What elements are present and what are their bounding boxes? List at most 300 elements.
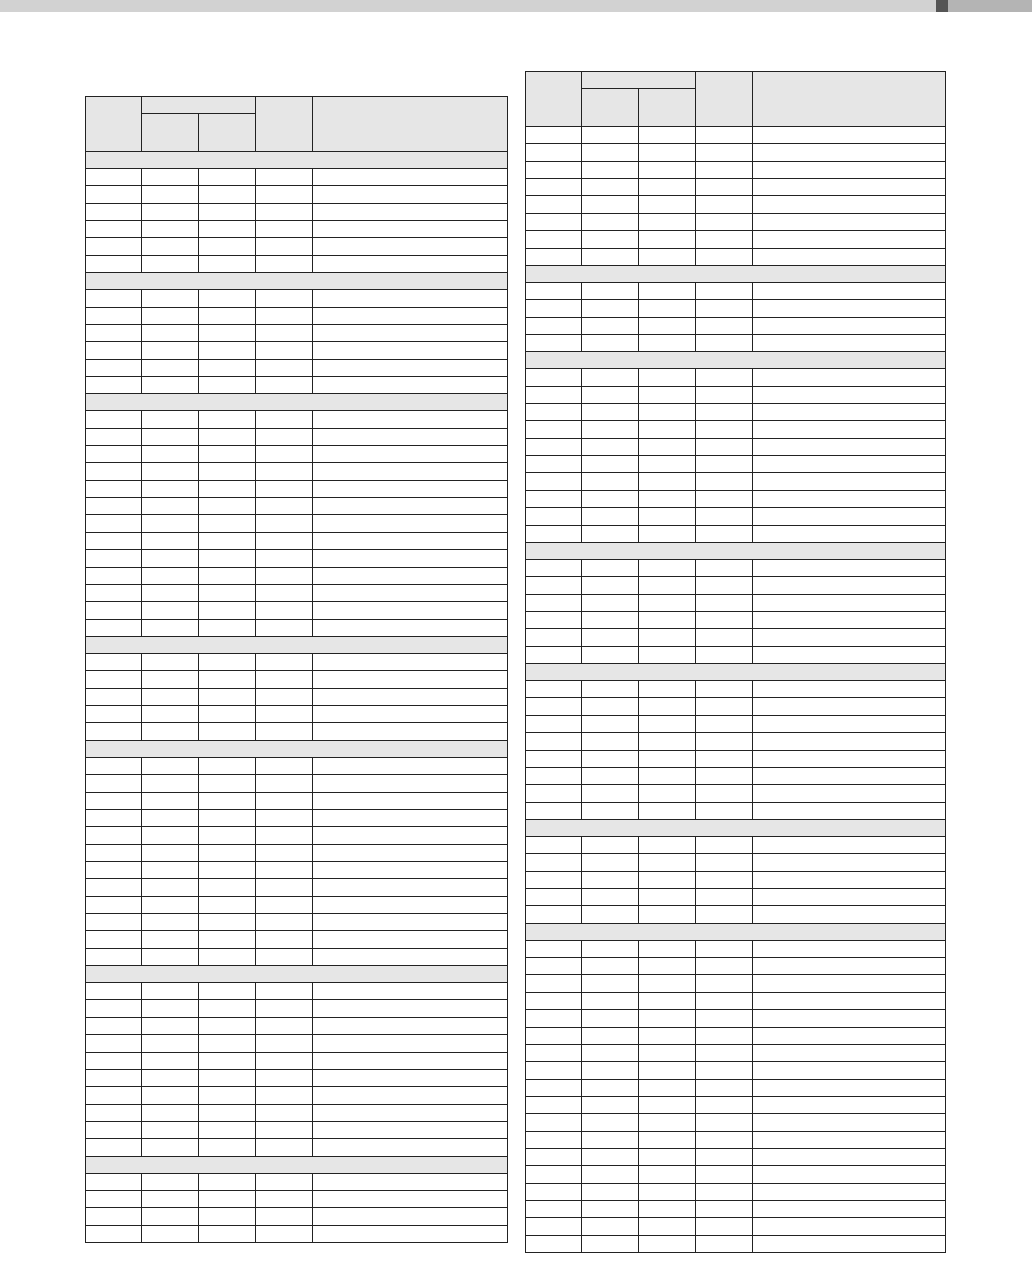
table-row [86,844,508,861]
table-cell [86,1000,142,1017]
table-cell [199,359,256,376]
table-cell [582,369,639,386]
table-cell [86,169,142,186]
table-cell [696,300,753,317]
table-cell [639,369,696,386]
table-cell [526,577,582,594]
column-header-3 [639,89,696,127]
table-cell [313,550,508,567]
group-label [526,819,946,836]
table-cell [526,767,582,784]
table-cell [199,706,256,723]
table-cell [753,785,946,802]
table-cell [753,508,946,525]
table-cell [526,1114,582,1131]
table-cell [696,1114,753,1131]
table-row [86,1225,508,1242]
table-cell [582,559,639,576]
table-cell [256,948,313,965]
table-row [526,750,946,767]
table-cell [256,914,313,931]
table-row [526,525,946,542]
table-row [86,1191,508,1208]
table-cell [753,906,946,923]
table-cell [313,238,508,255]
table-cell [639,127,696,144]
table-cell [256,480,313,497]
table-cell [313,688,508,705]
table-cell [639,179,696,196]
table-cell [256,757,313,774]
table-cell [256,827,313,844]
group-header-row [86,966,508,983]
table-cell [313,931,508,948]
table-cell [313,203,508,220]
table-cell [256,324,313,341]
table-cell [313,1052,508,1069]
table-cell [582,282,639,299]
table-row [86,359,508,376]
table-cell [582,629,639,646]
table-cell [696,958,753,975]
table-body [526,127,946,1253]
table-cell [753,836,946,853]
table-cell [142,792,199,809]
table-cell [199,203,256,220]
table-cell [753,300,946,317]
table-cell [86,290,142,307]
table-cell [753,1096,946,1113]
table-cell [256,931,313,948]
table-row [86,983,508,1000]
table-cell [526,1027,582,1044]
table-row [86,567,508,584]
table-cell [199,653,256,670]
table-row [526,473,946,490]
table-cell [753,127,946,144]
table-cell [256,463,313,480]
table-cell [753,1010,946,1027]
table-cell [199,1087,256,1104]
table-cell [753,594,946,611]
table-cell [696,750,753,767]
table-cell [753,733,946,750]
table-cell [256,1000,313,1017]
table-cell [696,1079,753,1096]
table-row [526,1201,946,1218]
table-row [526,889,946,906]
table-cell [753,1166,946,1183]
table-cell [256,584,313,601]
table-cell [582,958,639,975]
table-cell [639,854,696,871]
table-cell [142,307,199,324]
table-row [86,1087,508,1104]
table-cell [313,515,508,532]
table-cell [142,186,199,203]
table-row [86,255,508,272]
table-cell [86,1173,142,1190]
table-row [86,1052,508,1069]
table-cell [582,854,639,871]
table-row [526,1218,946,1235]
table-cell [696,490,753,507]
table-cell [313,255,508,272]
table-cell [526,836,582,853]
table-cell [753,334,946,351]
table-row [526,733,946,750]
table-cell [696,317,753,334]
table-cell [582,1218,639,1235]
table-cell [696,161,753,178]
table-cell [639,594,696,611]
table-cell [86,688,142,705]
table-cell [313,376,508,393]
table-row [526,317,946,334]
table-cell [753,611,946,628]
table-row [86,498,508,515]
table-cell [753,231,946,248]
table-cell [696,1218,753,1235]
table-cell [313,706,508,723]
table-cell [86,1017,142,1034]
table-cell [639,785,696,802]
table-cell [86,532,142,549]
table-cell [199,1017,256,1034]
table-cell [639,958,696,975]
table-cell [86,1225,142,1242]
table-cell [199,238,256,255]
table-cell [639,559,696,576]
table-cell [256,1173,313,1190]
table-cell [696,1027,753,1044]
table-cell [582,300,639,317]
table-cell [696,889,753,906]
table-cell [753,404,946,421]
table-cell [313,169,508,186]
table-cell [142,342,199,359]
table-cell [753,992,946,1009]
table-cell [199,290,256,307]
table-cell [526,750,582,767]
table-cell [256,359,313,376]
table-cell [199,498,256,515]
table-cell [256,1052,313,1069]
table-cell [696,559,753,576]
table-cell [142,1000,199,1017]
table-cell [582,231,639,248]
table-cell [582,715,639,732]
group-label [86,740,508,757]
table-cell [639,889,696,906]
table-row [526,196,946,213]
table-cell [696,456,753,473]
table-cell [526,1131,582,1148]
table-cell [86,1104,142,1121]
table-cell [753,750,946,767]
table-cell [86,792,142,809]
table-cell [142,1208,199,1225]
table-cell [582,421,639,438]
table-cell [582,438,639,455]
table-cell [142,671,199,688]
table-row [86,1208,508,1225]
table-row [526,404,946,421]
table-row [86,792,508,809]
table-cell [199,1121,256,1138]
table-cell [142,619,199,636]
table-cell [582,1079,639,1096]
table-cell [526,213,582,230]
table-cell [526,681,582,698]
table-row [526,231,946,248]
table-cell [526,456,582,473]
table-cell [639,1114,696,1131]
table-cell [86,931,142,948]
table-cell [199,342,256,359]
table-cell [313,792,508,809]
right-table [525,71,946,1253]
table-cell [142,931,199,948]
table-cell [199,1139,256,1156]
table-row [86,411,508,428]
table-cell [313,1121,508,1138]
table-cell [639,992,696,1009]
table-cell [582,490,639,507]
table-row [86,1104,508,1121]
table-cell [86,463,142,480]
table-cell [313,307,508,324]
table-cell [639,681,696,698]
table-cell [313,827,508,844]
table-cell [142,896,199,913]
table-cell [526,1183,582,1200]
table-cell [313,723,508,740]
table-cell [142,1069,199,1086]
table-row [86,203,508,220]
table-row [86,550,508,567]
table-cell [753,559,946,576]
table-cell [142,532,199,549]
table-cell [256,498,313,515]
table-row [526,1166,946,1183]
table-cell [86,221,142,238]
table-cell [256,706,313,723]
table-cell [526,161,582,178]
table-cell [313,1087,508,1104]
table-cell [142,706,199,723]
table-cell [639,282,696,299]
table-cell [526,1218,582,1235]
table-cell [313,775,508,792]
table-cell [199,255,256,272]
table-cell [142,255,199,272]
table-cell [639,1183,696,1200]
table-cell [582,1131,639,1148]
table-cell [639,508,696,525]
table-row [526,144,946,161]
group-header-row [526,542,946,559]
table-cell [86,602,142,619]
table-cell [639,750,696,767]
table-cell [696,836,753,853]
table-cell [199,515,256,532]
table-cell [256,809,313,826]
table-cell [526,594,582,611]
table-cell [199,983,256,1000]
column-header-4 [256,97,313,152]
table-cell [199,446,256,463]
table-row [86,1017,508,1034]
table-cell [313,1139,508,1156]
table-cell [526,940,582,957]
column-group-header [142,97,256,114]
table-row [86,221,508,238]
table-cell [753,1149,946,1166]
table-cell [696,854,753,871]
table-cell [526,1062,582,1079]
table-cell [582,1062,639,1079]
group-header-row [526,819,946,836]
table-cell [696,767,753,784]
table-cell [753,421,946,438]
table-row [526,1062,946,1079]
table-cell [696,611,753,628]
table-cell [753,473,946,490]
table-cell [256,186,313,203]
table-cell [526,334,582,351]
table-cell [199,792,256,809]
table-cell [753,854,946,871]
table-cell [86,307,142,324]
table-cell [142,376,199,393]
table-cell [753,1062,946,1079]
table-cell [639,1166,696,1183]
table-cell [753,681,946,698]
top-bar [0,0,1032,12]
table-cell [199,671,256,688]
group-label [526,352,946,369]
table-cell [313,653,508,670]
table-cell [86,1191,142,1208]
table-cell [199,324,256,341]
table-row [526,715,946,732]
page-tab-marker [936,0,948,12]
table-cell [199,550,256,567]
table-cell [639,1235,696,1252]
table-cell [526,906,582,923]
table-cell [526,127,582,144]
table-cell [582,127,639,144]
table-cell [582,889,639,906]
table-cell [86,186,142,203]
table-cell [639,698,696,715]
table-cell [142,324,199,341]
table-cell [142,1035,199,1052]
table-cell [86,983,142,1000]
table-cell [142,1191,199,1208]
table-row [526,1010,946,1027]
table-row [86,446,508,463]
table-cell [526,473,582,490]
table-cell [256,567,313,584]
table-cell [313,463,508,480]
table-cell [696,646,753,663]
table-cell [313,1104,508,1121]
table-cell [313,1173,508,1190]
group-label [526,265,946,282]
table-cell [526,958,582,975]
table-cell [696,144,753,161]
table-cell [582,767,639,784]
table-cell [639,1044,696,1061]
table-cell [86,515,142,532]
table-cell [313,480,508,497]
table-row [86,948,508,965]
column-header-1 [526,72,582,127]
table-cell [582,594,639,611]
table-row [86,896,508,913]
table-cell [753,144,946,161]
table-cell [142,775,199,792]
table-cell [313,602,508,619]
table-cell [142,290,199,307]
table-cell [199,221,256,238]
table-cell [639,629,696,646]
table-row [526,1027,946,1044]
table-row [86,671,508,688]
table-row [526,785,946,802]
table-cell [753,438,946,455]
table-cell [313,446,508,463]
table-cell [142,221,199,238]
table-cell [142,359,199,376]
table-cell [142,948,199,965]
table-cell [639,715,696,732]
table-cell [582,611,639,628]
column-header-3 [199,114,256,152]
group-header-row [86,273,508,290]
table-row [86,602,508,619]
table-cell [199,948,256,965]
table-cell [526,300,582,317]
table-cell [696,1096,753,1113]
table-cell [142,809,199,826]
table-cell [313,896,508,913]
table-cell [582,975,639,992]
table-cell [256,428,313,445]
table-cell [526,559,582,576]
table-cell [199,914,256,931]
table-row [526,282,946,299]
table-cell [256,844,313,861]
table-cell [582,750,639,767]
table-row [526,854,946,871]
table-cell [86,1035,142,1052]
table-cell [526,1044,582,1061]
table-cell [256,1017,313,1034]
table-cell [753,196,946,213]
table-cell [582,906,639,923]
table-cell [639,248,696,265]
table-row [526,906,946,923]
table-cell [142,584,199,601]
column-group-header [582,72,696,89]
table-cell [526,1010,582,1027]
table-cell [256,1069,313,1086]
table-row [526,611,946,628]
table-body [86,152,508,1243]
